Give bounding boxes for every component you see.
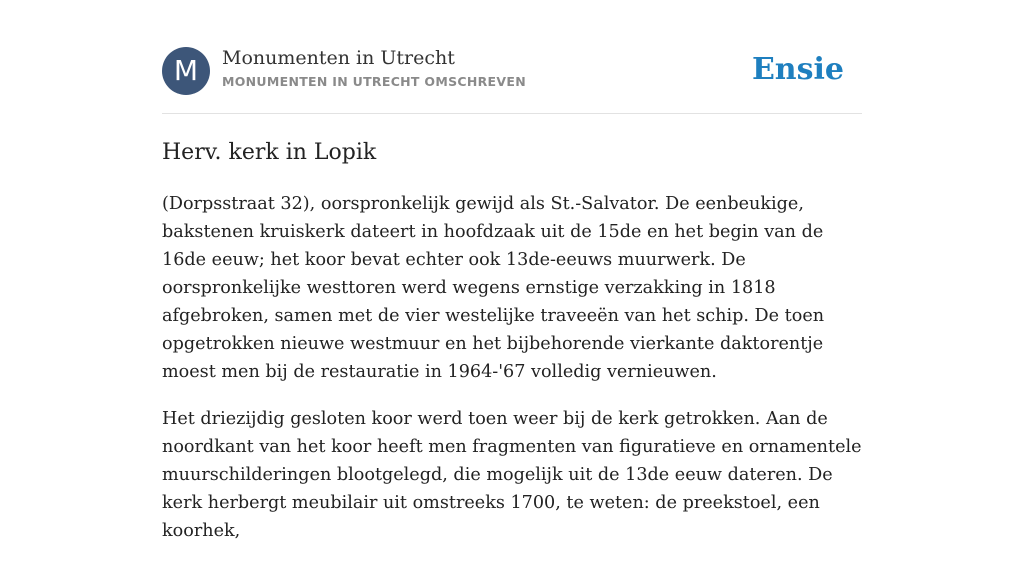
source-header xyxy=(162,46,862,96)
paragraph: Het driezijdig gesloten koor werd toen weer bij de kerk getrokken. Aan de noordkant van het koor heeft men fragmenten van figuratieve en ornamentele muurschilderingen blootgelegd, die mogelijk uit de 13de eeuw dateren. De kerk herbergt meubilair uit omstreeks 1700, te weten: de preekstoel, een koorhek, xyxy=(162,409,862,541)
article-body xyxy=(162,190,862,564)
source-title[interactable]: Monumenten in Utrecht xyxy=(222,47,455,69)
divider xyxy=(162,113,862,114)
article-title: Herv. kerk in Lopik xyxy=(162,140,377,165)
brand-logo[interactable]: Ensie xyxy=(751,52,844,87)
avatar[interactable]: M xyxy=(162,47,210,95)
source-subtitle: MONUMENTEN IN UTRECHT OMSCHREVEN xyxy=(222,74,526,89)
paragraph: (Dorpsstraat 32), oorspronkelijk gewijd als St.-Salvator. De eenbeukige, bakstenen kruiskerk dateert in hoofdzaak uit de 15de en het begin van de 16de eeuw; het koor bevat echter ook 13de-eeuws muurwerk. De oorspronkelijke westtoren werd wegens ernstige verzakking in 1818 afgebroken, samen met de vier westelijke traveeën van het schip. De toen opgetrokken nieuwe westmuur en het bijbehorende vierkante daktorentje moest men bij de restauratie in 1964-'67 volledig vernieuwen. xyxy=(162,194,825,382)
